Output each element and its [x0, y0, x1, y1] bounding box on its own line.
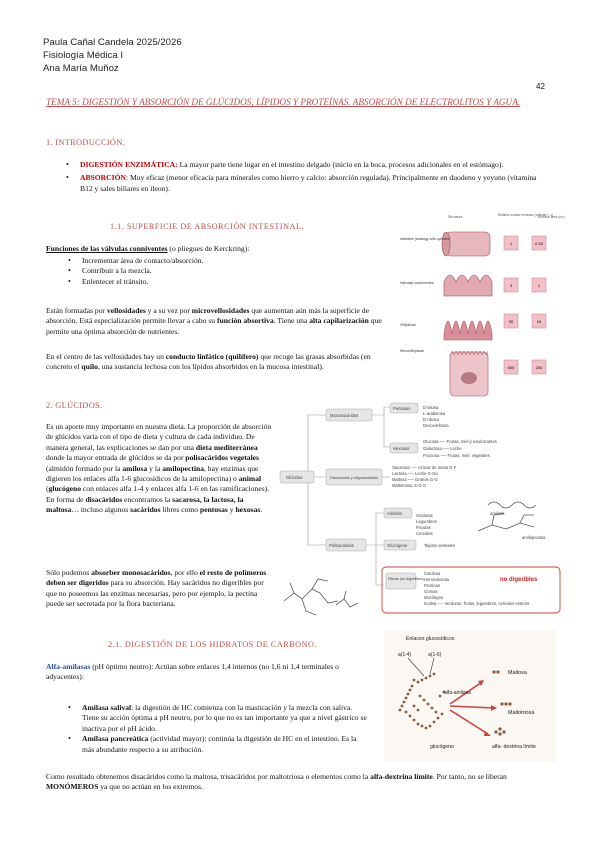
page-number: 42: [536, 82, 545, 91]
teacher-line: Ana María Muñoz: [43, 63, 119, 74]
glucidos-label: Glúcidos: [286, 475, 303, 480]
fig1-value: 1: [509, 241, 513, 246]
maltotriosa-dots: [504, 702, 507, 705]
fibra-item: Hemicelulosa: [424, 577, 450, 582]
fig1-col-relative: Relative surface increase (cylinder = 1): [498, 213, 554, 217]
section-1-heading: 1. INTRODUCCIÓN.: [46, 138, 126, 147]
fig1-col-structure: Structure: [448, 215, 463, 219]
maltosa-dots: [496, 670, 499, 673]
quilifero-paragraph: En el centro de las vellosidades hay un conducto linfático (quilífero) que recoge las grasas absorbidas (en concreto el quilo, una sustancia lechosa con los lípidos absorbidos en la mucosa intestinal).: [46, 352, 371, 372]
fig1-row-microvilli: Microvilli/plicae: [400, 349, 425, 353]
pent-item: D-ribosa: [423, 417, 439, 422]
fig1-row-valvulae: Valvulae conniventes: [400, 281, 434, 285]
a14-label: a(1-4): [398, 652, 412, 658]
fig1-col-area: Surface area (m²): [538, 215, 565, 219]
tree-lines: [372, 407, 390, 447]
alfa-amilasa-figure: [384, 630, 556, 762]
maltosa-dots: [492, 670, 495, 673]
di-label: Disacáridos y oligosacáridos: [330, 476, 379, 480]
glucidos-classification-diagram: [278, 405, 563, 637]
course-line: Fisiología Médica I: [43, 50, 123, 61]
section-2-1-heading: 2.1. DIGESTIÓN DE LOS HIDRATOS DE CARBONO.: [108, 640, 317, 649]
pent-item: Desoxirribosa: [423, 423, 449, 428]
hex-item: Glucosa ── Frutas, miel y edulcorantes: [423, 439, 497, 444]
a16-label: a(1-6): [428, 652, 442, 658]
fibra-item: Pectinas: [424, 583, 441, 588]
figure-background: [384, 630, 556, 762]
cylinder-end: [442, 232, 450, 256]
amilopectina-label: amilopectina: [522, 535, 546, 540]
vellosidades-paragraph: Están formadas por vellosidades y a su vez por microvellosidades que aumentan aún más la superficie de absorción. Está especialización permite llevar a cabo su función absortiva. Tiene una alta capilarización que permite una óptima absorción de nutrientes.: [46, 306, 382, 336]
resultado-paragraph: Como resultado obtenemos disacáridos como la maltosa, trisacáridos por maltotriosa o elementos como la alfa-dextrina límite. Por tanto, no se liberan MONÓMEROS ya que no actúan en los extremos.: [46, 772, 507, 792]
maltotriosa-label: Maltotriosa: [508, 710, 535, 716]
maltotriosa-dots: [508, 702, 511, 705]
dextrina-dots: [502, 730, 505, 733]
hex-item: Fructosa ── Frutas, miel, vegetales: [423, 453, 490, 458]
alm-item: Féculas: [416, 525, 431, 530]
folds-shape: [444, 275, 492, 296]
intestinal-surface-figure: [398, 210, 565, 400]
valvulas-title: Funciones de las válvulas conniventes (o pliegues de Kerckring):: [46, 244, 250, 253]
dextrina-dots: [498, 732, 501, 735]
poli-label: Polisacáridos: [329, 543, 354, 548]
section-2-heading: 2. GLÚCIDOS.: [46, 401, 103, 410]
fig1-row-intestine: Intestine (analogy with cylinder): [400, 237, 451, 241]
amilasa-pancreatica-item: • Amilasa pancreática (actividad mayor): continúa la digestión de HC en el intestino. Es la más abundante respecto a su atribución.: [82, 734, 368, 755]
gluc-tissue: Tejidos animales: [424, 543, 455, 548]
dextrina-label: alfa- dextrina límite: [492, 744, 536, 750]
di-item: Sacarosa ── Azúcar de mesa G-F: [392, 465, 457, 470]
intro-item-digestion: • DIGESTIÓN ENZIMÁTICA: La mayor parte tiene lugar en el intestino delgado (inicio en la boca, procesos adicionales en el estómago).: [80, 160, 550, 170]
fibra-item: Celulosa: [424, 571, 441, 576]
glucidos-paragraph: Es un aporte muy importante en nuestra dieta. La proporción de absorción de glúcidos varía con el tipo de dieta y cultura de cada individuo. De manera general, las explicaciones se dan por una dieta mediterránea donde la mayor entrada de glúcidos se da por polisacáridos vegetales (almidón formado por la amilosa y la amilopectina, hay enzimas que digieren los enlaces alfa 1-6 glucosídicos de la amilopectina) o animal (glucógeno con enlaces alfa 1-4 y enlaces alfa 1-6 en las ramificaciones). En forma de disacáridos encontramos la sacarosa, la lactosa, la maltosa… incluso algunos sacáridos libres como pentosas y hexosas.: [46, 422, 272, 515]
fig1-value: 10: [536, 319, 542, 324]
alfa-amilasa-label: alfa-amilasa: [444, 690, 471, 696]
absorcion-paragraph: Sólo podemos absorber monosacáridos, por ello el resto de polímeros deben ser digeridos para su absorción. Hay sacáridos no digeribles por que no poseemos las enzimas necesarias, pero por ejemplo, la pectina puede ser secretada por la flora bacteriana.: [46, 568, 267, 609]
villi-shape: [444, 321, 492, 340]
page-title: TEMA 5: DIGESTIÓN Y ABSORCIÓN DE GLÚCIDOS, LÍPIDOS Y PROTEÍNAS. ABSORCIÓN DE ELECTROLITOS Y AGUA.: [46, 97, 521, 107]
cell-nucleus: [461, 372, 477, 384]
alfa-amilasas-paragraph: Alfa-amilasas (pH óptimo neutro): Actúan sobre enlaces 1,4 internos (no 1,6 ni 1,4 terminales o adyacentes):: [46, 662, 339, 682]
mono-label: Monosacáridos: [330, 413, 359, 418]
intro-item-absorcion: • ABSORCIÓN: Muy eficaz (menor eficacia para minerales como hierro y calcio: absorción regulada). Principalmente en duodeno y yeyuno (vitamina B12 y sales biliares en íleon).: [80, 173, 550, 194]
enlaces-label: Enlaces glucosídicos: [406, 636, 455, 642]
fig1-value: 600: [507, 365, 515, 370]
pent-item: D-xilosa: [423, 405, 439, 410]
dextrina-dots: [494, 730, 497, 733]
fibra-label: Fibras (no digeribles): [388, 577, 424, 581]
amilosa-chain: [488, 502, 536, 508]
hex-label: Hexosas: [393, 446, 410, 451]
valvulas-item: • Contribuir a la mezcla.: [82, 266, 362, 276]
fibra-node: [386, 573, 416, 589]
cylinder-shape: [446, 232, 490, 256]
glucogeno-label: glucógeno: [430, 744, 454, 750]
amilopectina-chain: [478, 513, 534, 531]
amilosa-label: amilosa: [490, 511, 505, 516]
author-line: Paula Cañal Candela 2025/2026: [43, 37, 182, 48]
gluc-label: Glucógeno: [387, 543, 408, 548]
glycogen-drawing: [284, 579, 338, 615]
pent-label: Pentosas: [393, 406, 411, 411]
maltosa-label: Maltosa: [508, 670, 527, 676]
fibra-item: Inulina ── Verduras, frutas, legumbres, cereales enteros: [424, 601, 530, 606]
di-item: Maltotriosa G-G-G: [392, 483, 427, 488]
amilasas-list: [82, 703, 368, 755]
intro-list: [80, 160, 550, 194]
di-item: Lactosa ── Leche G-Ga: [392, 471, 438, 476]
maltotriosa-dots: [500, 702, 503, 705]
valvulas-list: [82, 256, 362, 287]
dextrina-dots: [498, 727, 501, 730]
alm-item: Verduras: [416, 513, 433, 518]
amilasa-salival-item: • Amilasa salival: la digestión de HC comienza con la masticación y la mezcla con saliva. Tiene su acción óptima a pH neutro, por lo que no es tan importante ya que a nivel gástrico se inactiva por el pH ácido.: [82, 703, 368, 734]
valvulas-item: • Incrementar área de contacto/absorción.: [82, 256, 362, 266]
tree-lines: [366, 513, 384, 585]
fibra-item: Mucílagos: [424, 595, 444, 600]
pent-item: L-arabinosa: [423, 411, 446, 416]
hex-item: Galactosa ── Leche: [423, 446, 462, 451]
glycogen-drawing: [336, 591, 358, 607]
fig1-value: 200: [535, 365, 543, 370]
di-item: Maltosa ── Granos G-G: [392, 477, 438, 482]
fig1-value: 0.33: [535, 241, 543, 246]
fibra-item: Gomas: [424, 589, 438, 594]
fig1-value: 30: [508, 319, 514, 324]
alm-item: Cereales: [416, 531, 433, 536]
valvulas-item: • Enlentecer el tránsito.: [82, 277, 362, 287]
fig1-value: 1: [537, 283, 541, 288]
alm-label: Almidón: [387, 511, 403, 516]
alm-item: Legumbres: [416, 519, 437, 524]
section-1-1-heading: 1.1. SUPERFICIE DE ABSORCIÓN INTESTINAL.: [110, 222, 304, 231]
fig1-value: 3: [509, 283, 513, 288]
no-digeribles-label: no digeribles: [500, 577, 538, 583]
fig1-row-villi: Villi/plicae: [400, 323, 416, 327]
